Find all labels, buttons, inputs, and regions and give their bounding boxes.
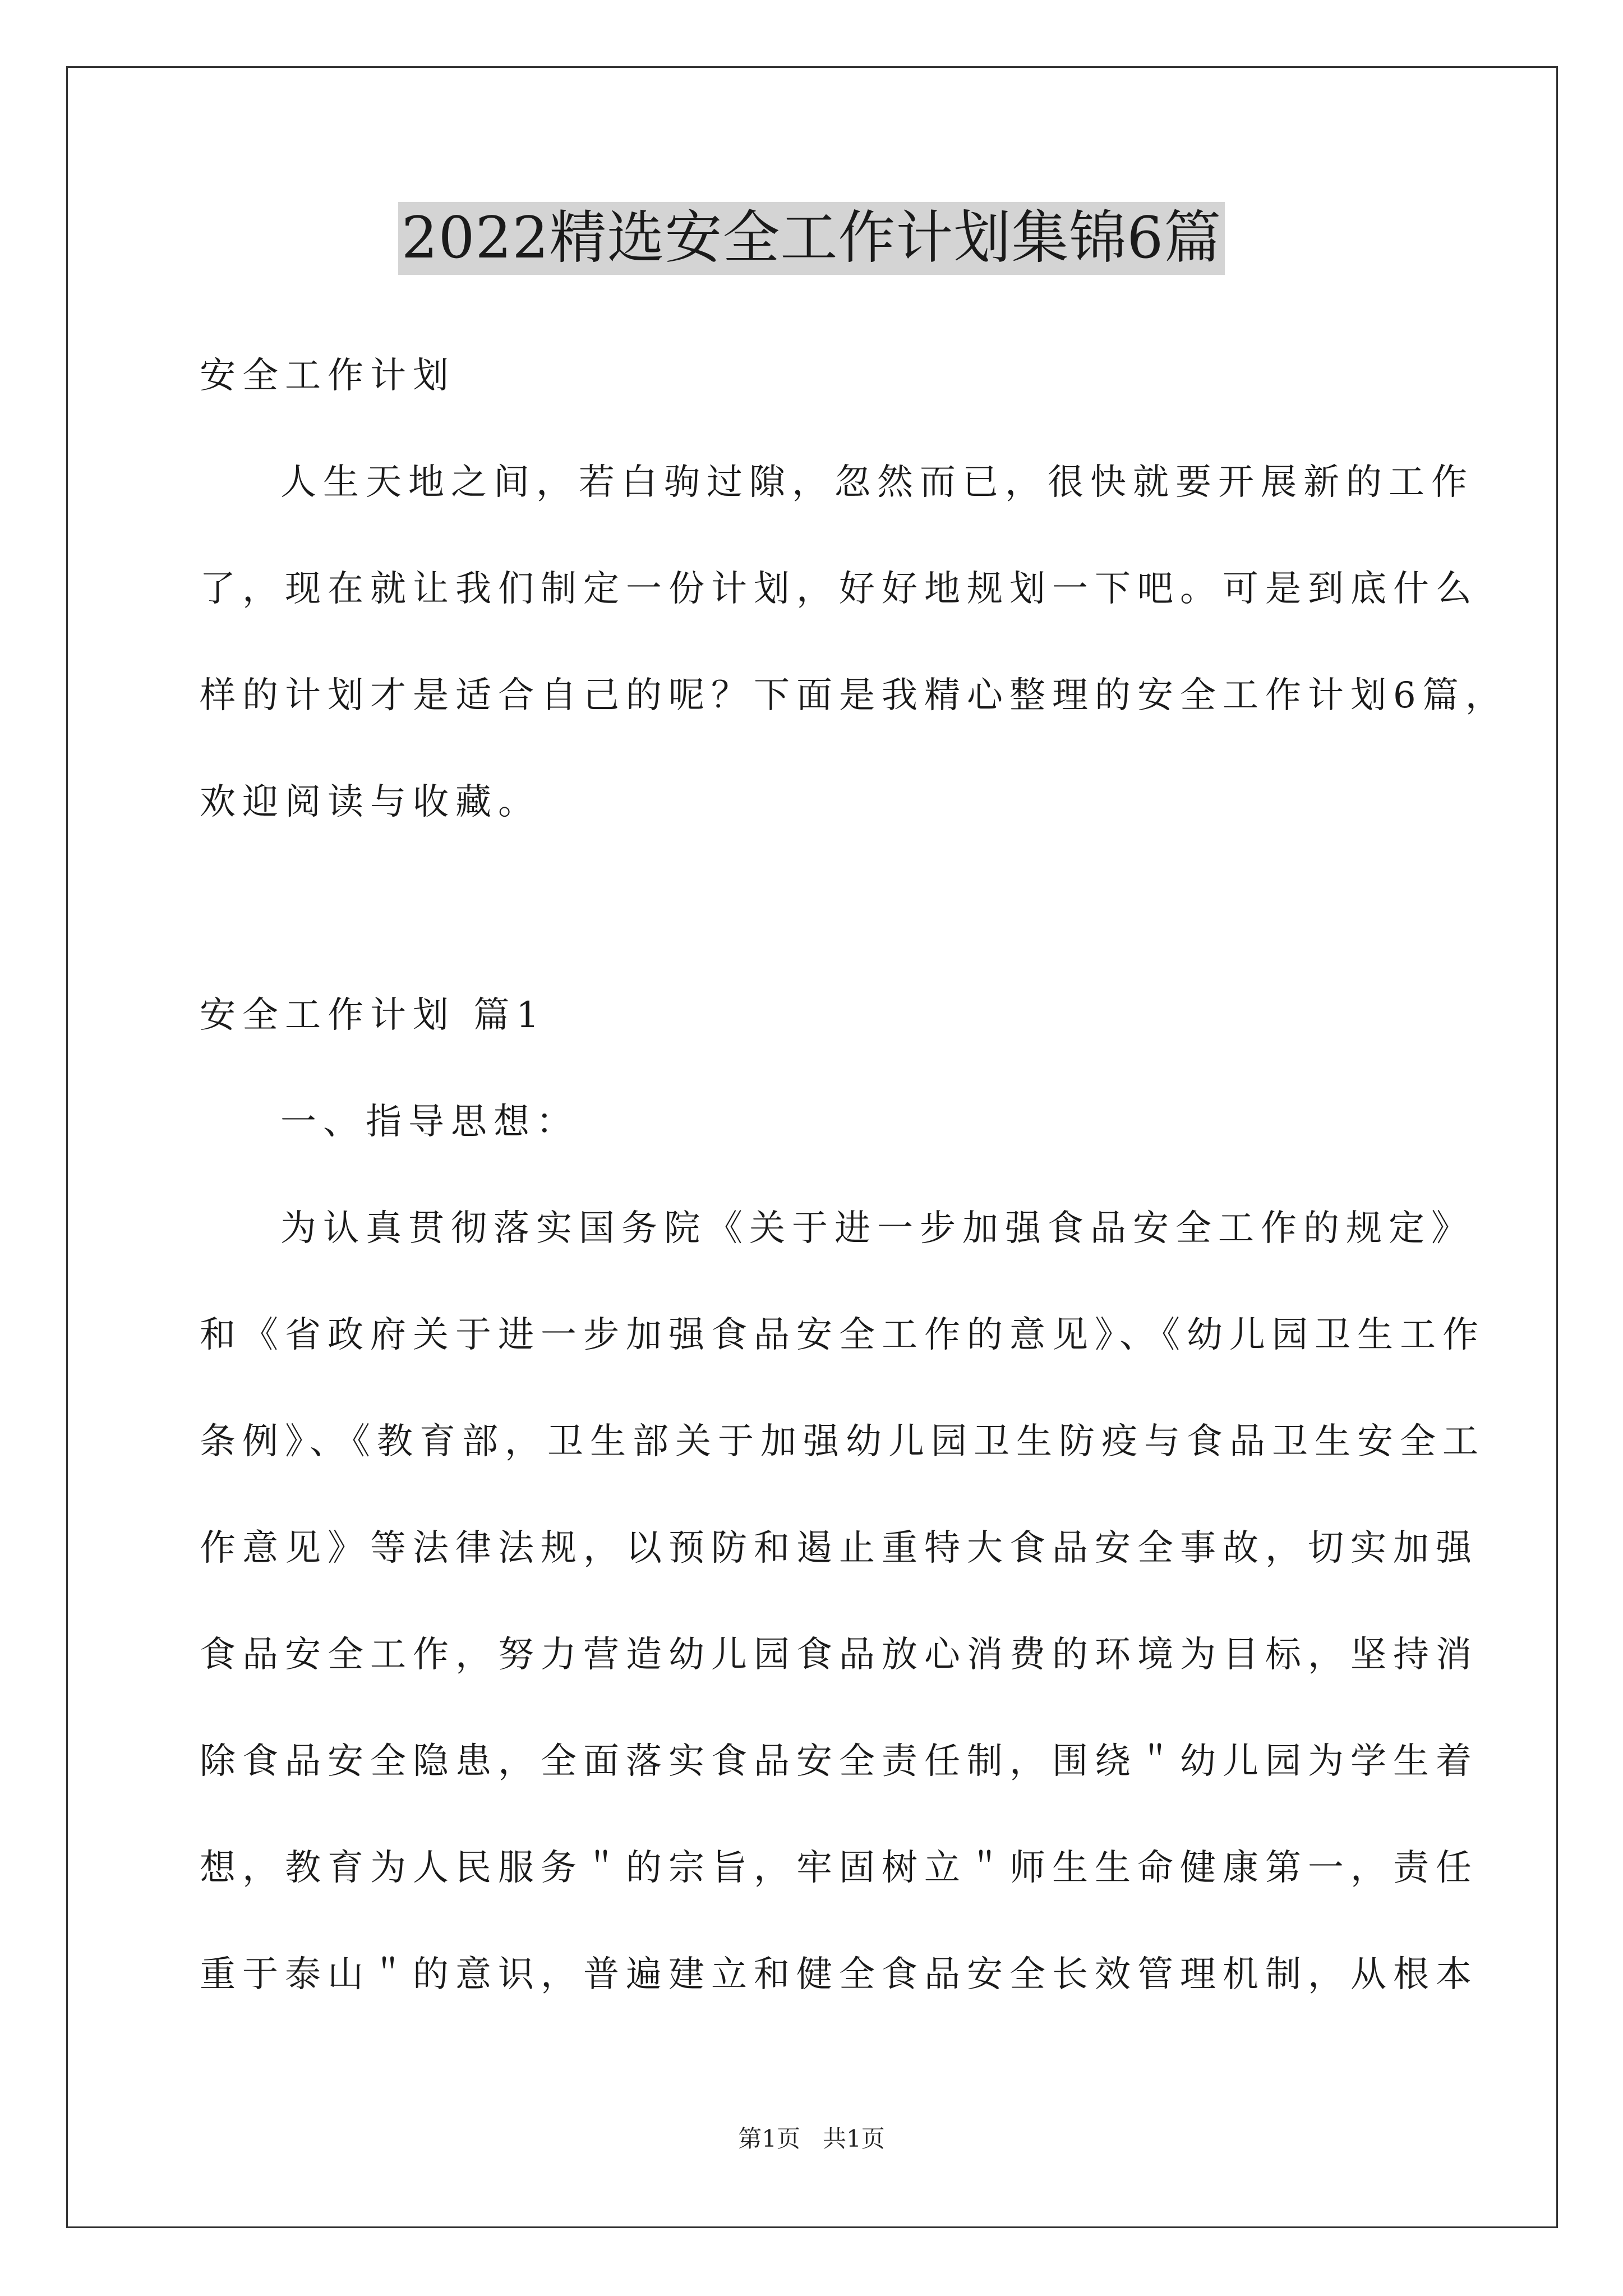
intro-heading: 安全工作计划 bbox=[200, 355, 455, 397]
intro-line: 人生天地之间，若白驹过隙，忽然而已，很快就要开展新的工作 bbox=[280, 462, 1474, 503]
document-title-text: 2022精选安全工作计划集锦6篇 bbox=[398, 202, 1225, 275]
intro-line: 了，现在就让我们制定一份计划，好好地规划一下吧。可是到底什么 bbox=[200, 568, 1478, 610]
body-line: 食品安全工作，努力营造幼儿园食品放心消费的环境为目标，坚持消 bbox=[200, 1634, 1478, 1676]
body-line: 想，教育为人民服务＂的宗旨，牢固树立＂师生生命健康第一，责任 bbox=[200, 1847, 1478, 1889]
section-heading: 安全工作计划 篇1 bbox=[200, 995, 546, 1036]
body-line: 为认真贯彻落实国务院《关于进一步加强食品安全工作的规定》 bbox=[280, 1208, 1474, 1249]
body-line: 作意见》等法律法规，以预防和遏止重特大食品安全事故，切实加强 bbox=[200, 1527, 1478, 1569]
document-title bbox=[0, 202, 1623, 275]
body-line: 和《省政府关于进一步加强食品安全工作的意见》、《幼儿园卫生工作 bbox=[200, 1314, 1485, 1356]
body-line: 重于泰山＂的意识，普遍建立和健全食品安全长效管理机制，从根本 bbox=[200, 1954, 1478, 1995]
body-line: 条例》、《教育部，卫生部关于加强幼儿园卫生防疫与食品卫生安全工 bbox=[200, 1421, 1485, 1462]
body-line: 除食品安全隐患，全面落实食品安全责任制，围绕＂幼儿园为学生着 bbox=[200, 1741, 1478, 1782]
intro-line: 样的计划才是适合自己的呢？下面是我精心整理的安全工作计划6篇， bbox=[200, 675, 1508, 716]
page-footer: 第1页 共1页 bbox=[738, 2125, 885, 2152]
subsection-heading: 一、指导思想： bbox=[280, 1101, 579, 1143]
intro-line: 欢迎阅读与收藏。 bbox=[200, 781, 541, 823]
